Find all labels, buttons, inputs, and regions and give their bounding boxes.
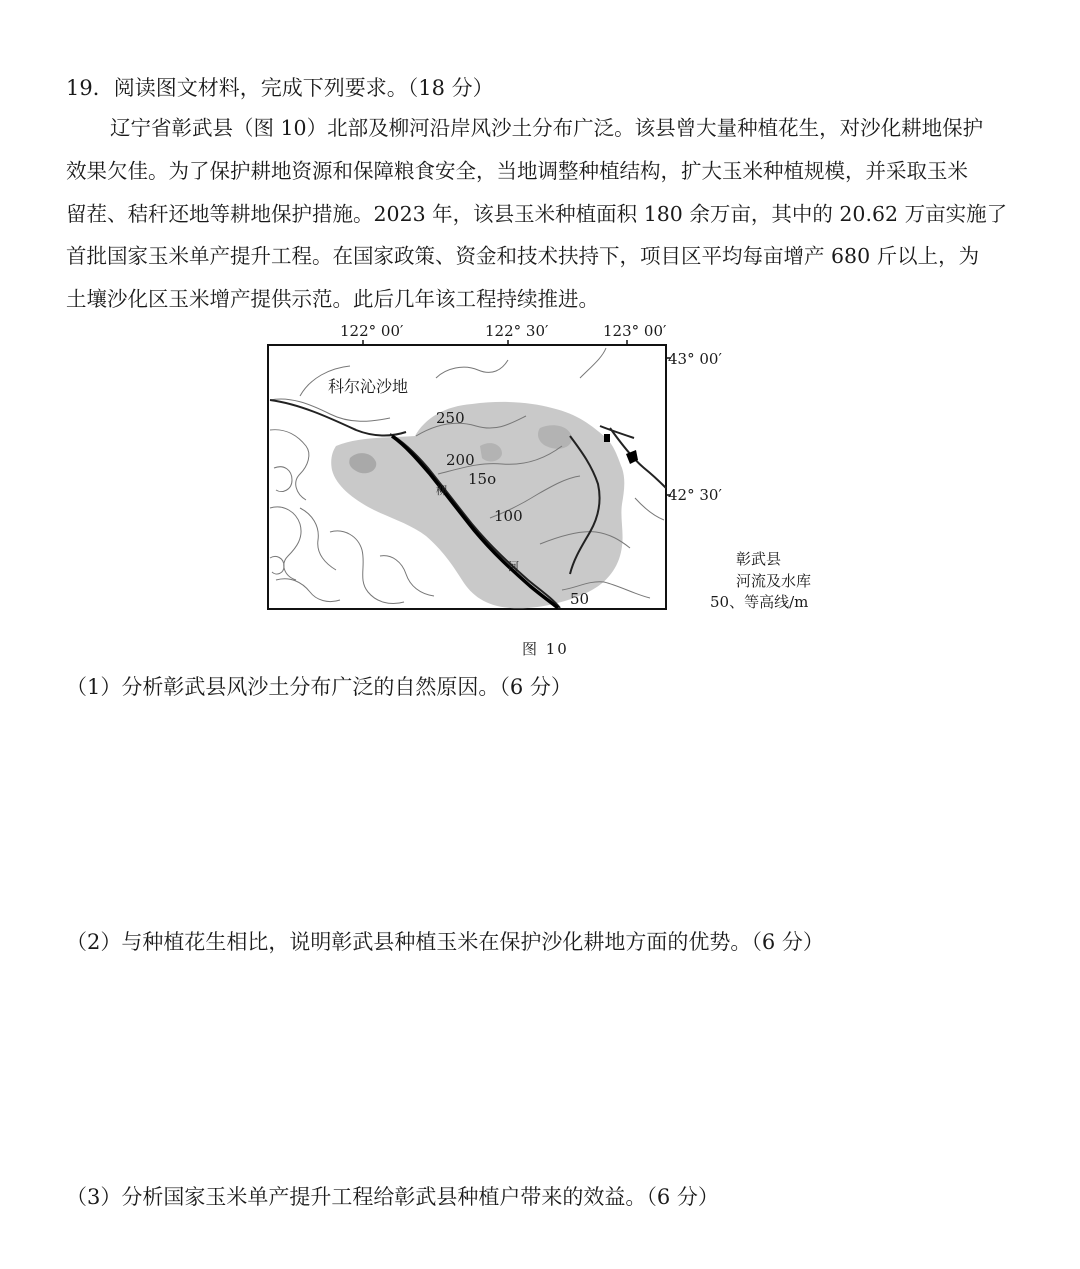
subquestion-1: （1）分析彰武县风沙土分布广泛的自然原因。（6 分）	[66, 675, 572, 699]
contour-label-250: 250	[436, 409, 465, 427]
figure-caption: 图 10	[522, 640, 569, 658]
paragraph-line-3: 留茬、秸秆还地等耕地保护措施。2023 年，该县玉米种植面积 180 余万亩，其中的 20.62 万亩实施了	[66, 202, 1008, 226]
figure-10-map	[240, 318, 840, 663]
longitude-label-2: 122° 30′	[485, 322, 549, 340]
river-label-he: 河	[508, 560, 519, 573]
region-label: 科尔沁沙地	[328, 377, 409, 396]
river-label-liu: 柳	[436, 484, 447, 497]
latitude-label-1: 43° 00′	[668, 350, 722, 368]
longitude-label-3: 123° 00′	[603, 322, 667, 340]
contour-label-100: 100	[494, 507, 523, 525]
contour-label-200: 200	[446, 451, 475, 469]
reservoir-mark	[604, 434, 610, 442]
latitude-label-2: 42° 30′	[668, 486, 722, 504]
subquestion-2: （2）与种植花生相比，说明彰武县种植玉米在保护沙化耕地方面的优势。（6 分）	[66, 930, 824, 954]
paragraph-line-1: 辽宁省彰武县（图 10）北部及柳河沿岸风沙土分布广泛。该县曾大量种植花生，对沙化耕地保护	[110, 116, 984, 140]
legend-river: 河流及水库	[736, 572, 812, 590]
contour-label-150: 15o	[468, 470, 497, 488]
paragraph-line-2: 效果欠佳。为了保护耕地资源和保障粮食安全，当地调整种植结构，扩大玉米种植规模，并采取玉米	[66, 159, 968, 183]
subquestion-3: （3）分析国家玉米单产提升工程给彰武县种植户带来的效益。（6 分）	[66, 1185, 719, 1209]
contour-label-50: 50	[570, 590, 590, 608]
question-title: 19．阅读图文材料，完成下列要求。（18 分）	[66, 76, 494, 100]
paragraph-line-5: 土壤沙化区玉米增产提供示范。此后几年该工程持续推进。	[66, 287, 599, 311]
paragraph-line-4: 首批国家玉米单产提升工程。在国家政策、资金和技术扶持下，项目区平均每亩增产 680 斤以上，为	[66, 244, 980, 268]
longitude-label-1: 122° 00′	[340, 322, 404, 340]
legend-county: 彰武县	[736, 550, 782, 568]
legend-contour: 50、等高线/m	[710, 593, 809, 611]
